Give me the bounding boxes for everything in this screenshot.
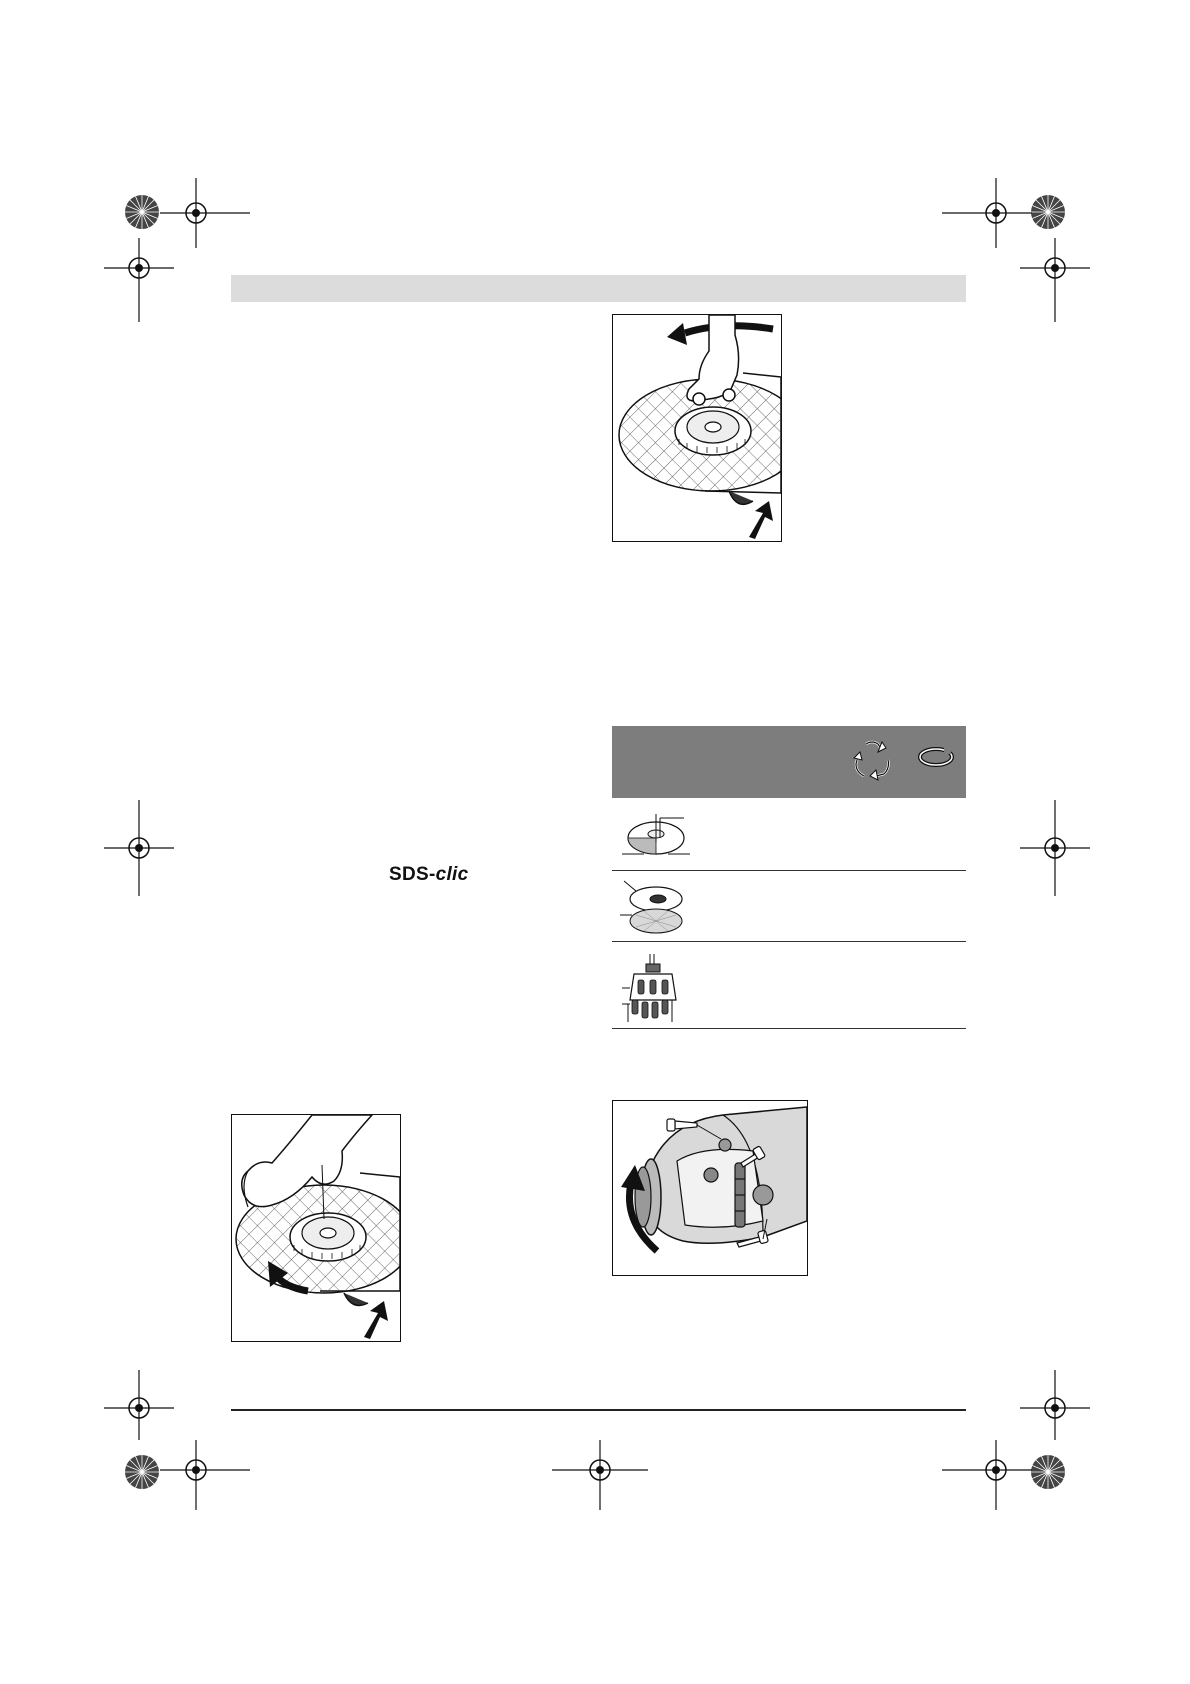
registration-crosshair-icon — [552, 1440, 648, 1510]
sds-logo-prefix: SDS- — [389, 864, 436, 885]
recycle-icon — [848, 736, 896, 789]
registration-crosshair-icon — [1020, 238, 1090, 322]
footer-rule — [231, 1409, 966, 1411]
registration-crosshair-icon — [104, 238, 174, 322]
radial-registration-target-icon — [1030, 194, 1066, 230]
registration-crosshair-icon — [160, 1440, 250, 1510]
grinding-disc-unlock-figure — [612, 314, 782, 542]
cutting-disc-icon — [616, 877, 696, 942]
sds-clic-logo — [389, 864, 469, 886]
registration-crosshair-icon — [942, 1440, 1032, 1510]
accessory-table-header — [612, 726, 966, 798]
grinding-disc-tighten-figure — [231, 1114, 401, 1342]
cup-wire-brush-icon — [620, 952, 690, 1029]
sds-logo-suffix: clic — [435, 864, 469, 885]
registration-crosshair-icon — [1020, 1370, 1090, 1440]
accessory-row-grinding-disc — [612, 798, 966, 871]
accessory-row-cutting-disc — [612, 871, 966, 942]
registration-crosshair-icon — [104, 1370, 174, 1440]
registration-crosshair-icon — [1020, 800, 1090, 896]
accessory-table — [612, 726, 966, 1029]
rotation-ring-icon — [916, 744, 956, 775]
header-band — [231, 275, 966, 302]
accessory-row-cup-wire-brush — [612, 942, 966, 1029]
registration-crosshair-icon — [104, 800, 174, 896]
radial-registration-target-icon — [124, 1454, 160, 1490]
radial-registration-target-icon — [1030, 1454, 1066, 1490]
grinding-disc-icon — [620, 808, 700, 869]
gear-head-rotation-figure — [612, 1100, 808, 1276]
radial-registration-target-icon — [124, 194, 160, 230]
registration-crosshair-icon — [942, 178, 1032, 248]
